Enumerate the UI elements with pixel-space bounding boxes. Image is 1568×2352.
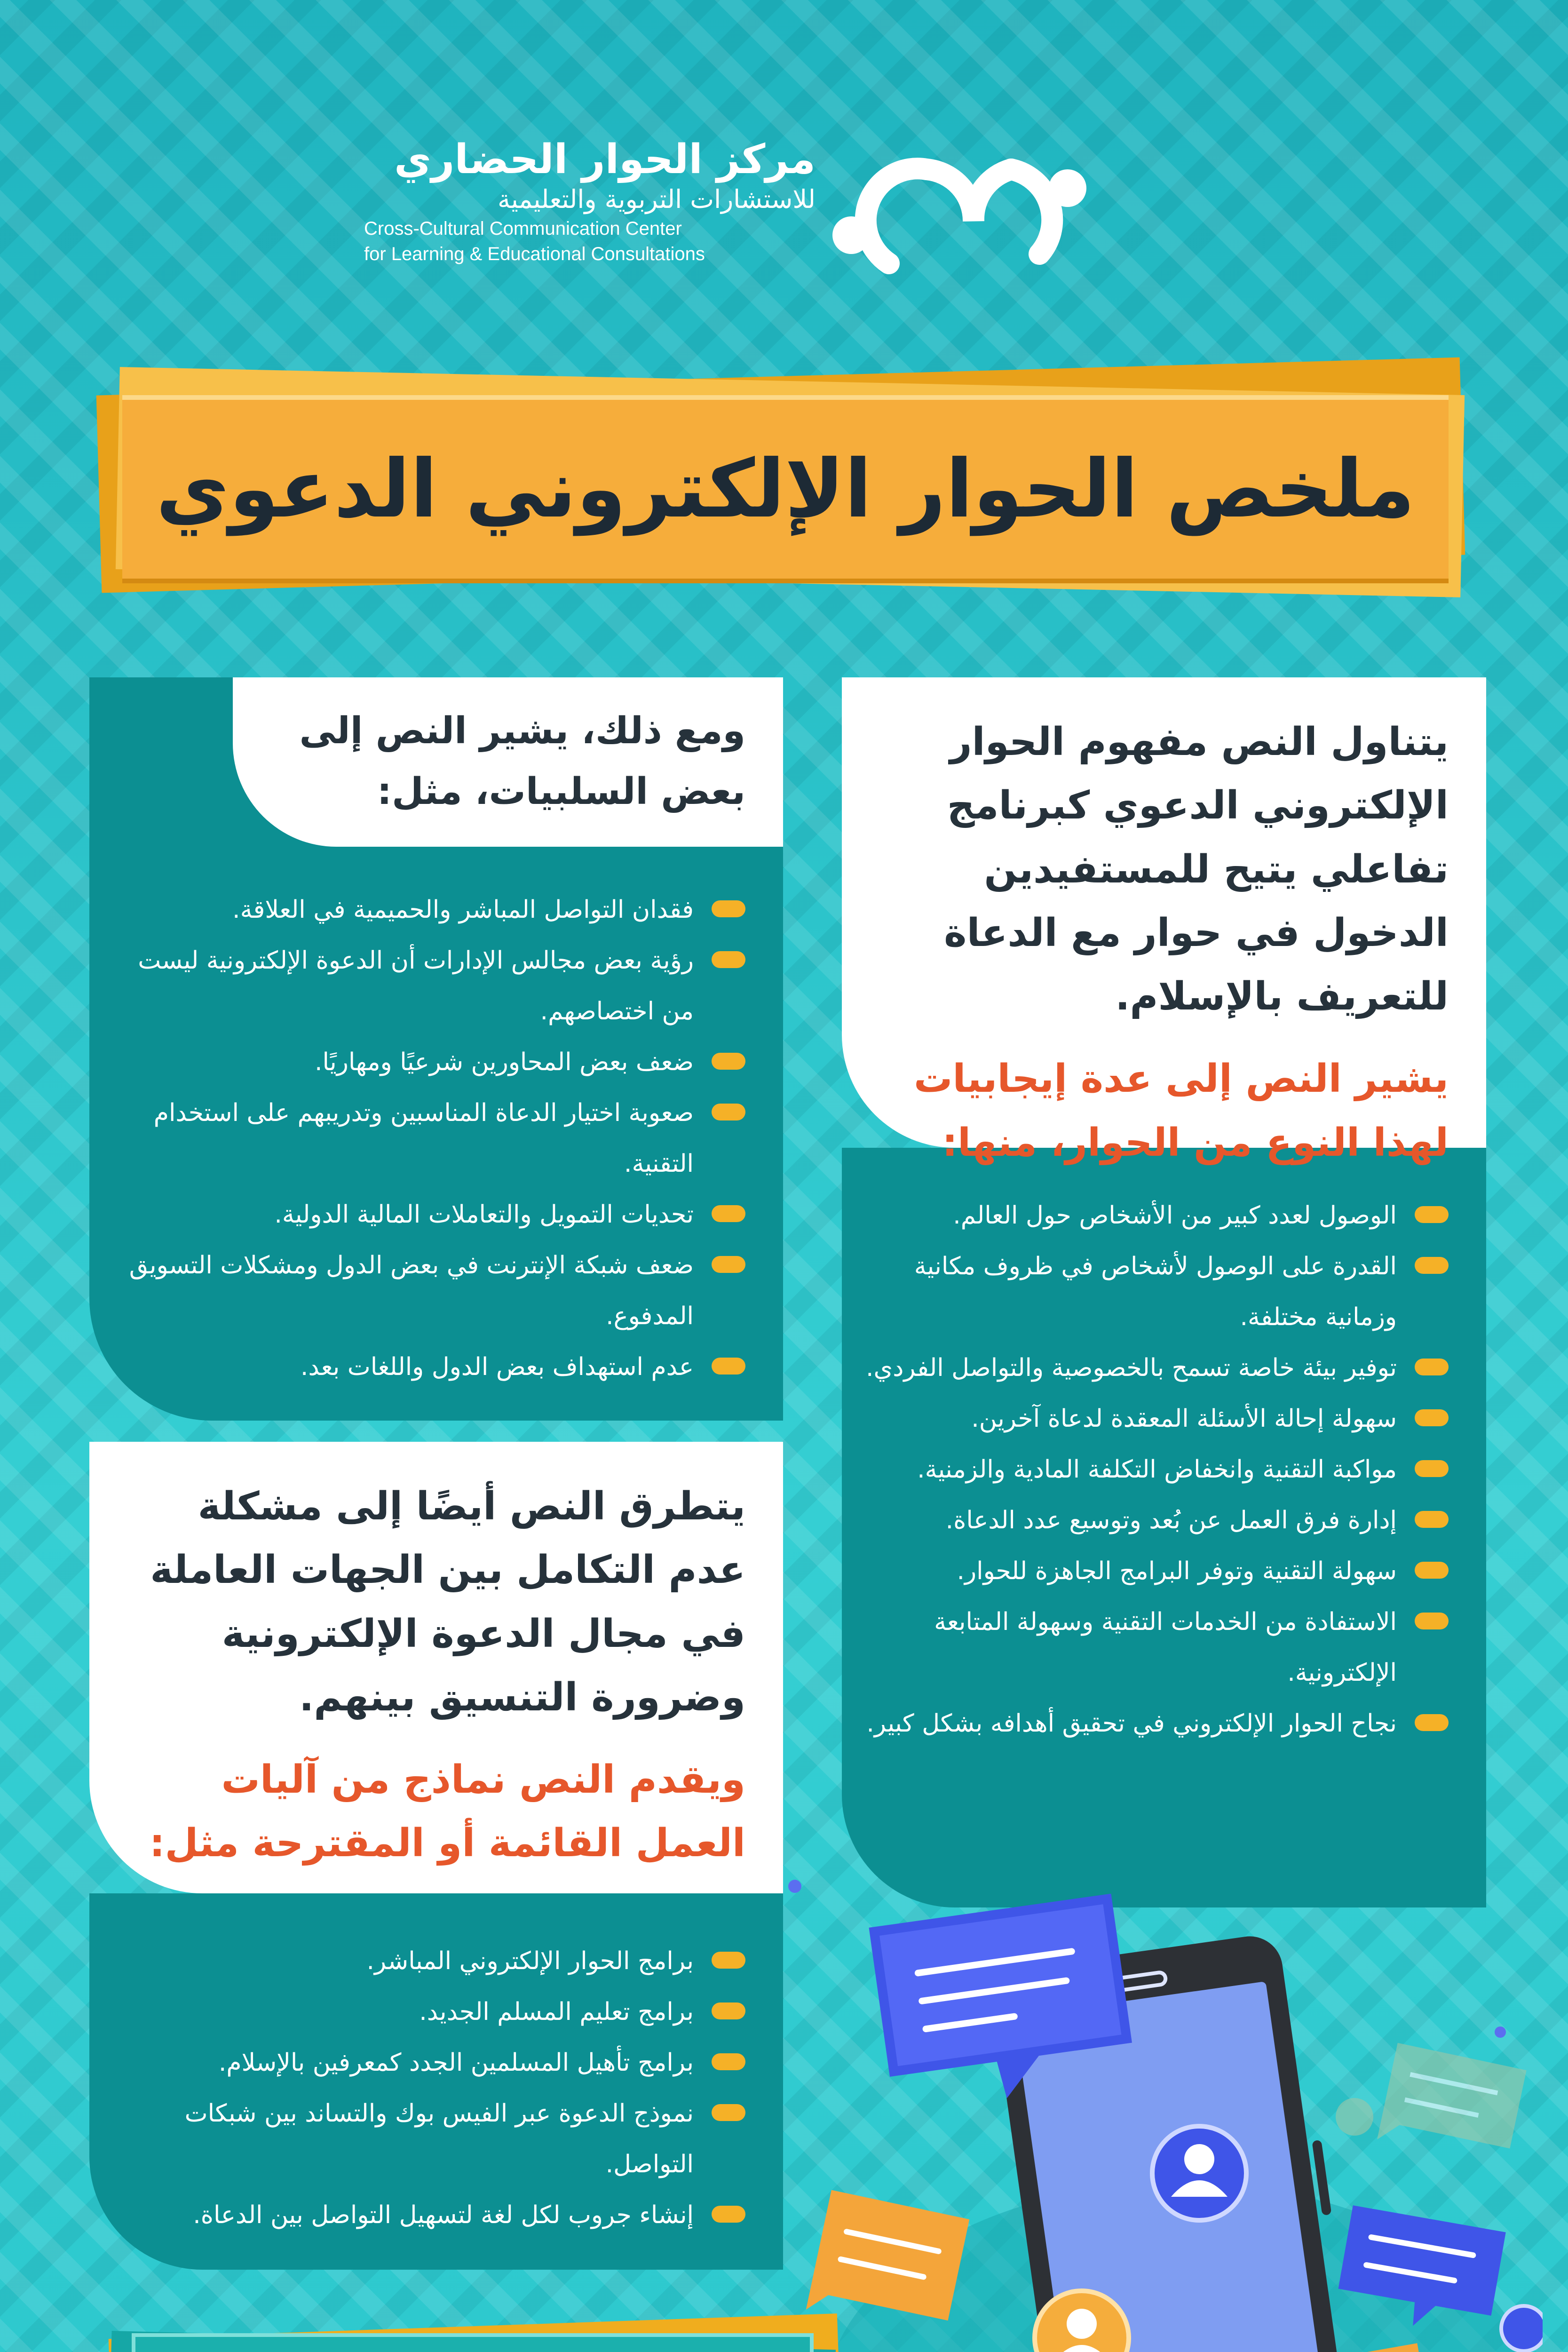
positives-intro-panel (842, 677, 1486, 1165)
smartphone-chat-bubbles-illustration (767, 1853, 1543, 2352)
list-item: القدرة على الوصول لأشخاص في ظروف مكانية وزمانية مختلفة. (856, 1241, 1449, 1343)
list-item: مواكبة التقنية وانخفاض التكلفة المادية والزمنية. (856, 1444, 1449, 1495)
list-item: تحديات التمويل والتعاملات المالية الدولية. (118, 1189, 745, 1240)
positives-intro: يتناول النص مفهوم الحوار الإلكتروني الدعوي كبرنامج تفاعلي يتيح للمستفيدين الدخول في حوار مع الدعاة للتعريف بالإسلام. (944, 720, 1449, 1019)
list-item: برامج تأهيل المسلمين الجدد كمعرفين بالإسلام. (118, 2037, 745, 2088)
list-item: إنشاء جروب لكل لغة لتسهيل التواصل بين الدعاة. (118, 2190, 745, 2241)
list-item: رؤية بعض مجالس الإدارات أن الدعوة الإلكترونية ليست من اختصاصهم. (118, 935, 745, 1037)
list-item: إدارة فرق العمل عن بُعد وتوسيع عدد الدعاة. (856, 1495, 1449, 1546)
list-item: الوصول لعدد كبير من الأشخاص حول العالم. (856, 1190, 1449, 1241)
logo-title-ar: مركز الحوار الحضاري (394, 136, 816, 183)
negatives-list (118, 884, 745, 1392)
list-item: نموذج الدعوة عبر الفيس بوك والتساند بين شبكات التواصل. (118, 2088, 745, 2190)
positives-list-panel (842, 1148, 1486, 1907)
list-item: ضعف شبكة الإنترنت في بعض الدول ومشكلات التسويق المدفوع. (118, 1240, 745, 1342)
positives-list (856, 1190, 1449, 1749)
linked-rings-logo-icon (832, 141, 1086, 282)
list-item: صعوبة اختيار الدعاة المناسبين وتدريبهم على استخدام التقنية. (118, 1088, 745, 1189)
integration-intro-panel (89, 1442, 783, 1893)
page-title: ملخص الحوار الإلكتروني الدعوي (156, 443, 1415, 536)
list-item: توفير بيئة خاصة تسمح بالخصوصية والتواصل الفردي. (856, 1343, 1449, 1393)
list-item: عدم استهداف بعض الدول واللغات بعد. (118, 1342, 745, 1392)
logo-text-block (345, 136, 816, 267)
integration-list-panel (89, 1893, 783, 2270)
title-banner (122, 395, 1449, 583)
logo-subtitle-ar: للاستشارات التربوية والتعليمية (497, 184, 816, 214)
list-item: سهولة التقنية وتوفر البرامج الجاهزة للحوار. (856, 1546, 1449, 1597)
list-item: ضعف بعض المحاورين شرعيًا ومهاريًا. (118, 1037, 745, 1088)
positives-subheading: يشير النص إلى عدة إيجابيات لهذا النوع من الحوار، منها: (913, 1057, 1449, 1165)
negatives-heading: ومع ذلك، يشير النص إلى بعض السلبيات، مثل: (299, 710, 745, 813)
integration-list (118, 1936, 745, 2241)
list-item: سهولة إحالة الأسئلة المعقدة لدعاة آخرين. (856, 1393, 1449, 1444)
logo-english-line-1: Cross-Cultural Communication Center (364, 218, 682, 239)
logo-english-line-2: for Learning & Educational Consultations (364, 244, 705, 265)
list-item: الاستفادة من الخدمات التقنية وسهولة المتابعة الإلكترونية. (856, 1597, 1449, 1698)
list-item: برامج الحوار الإلكتروني المباشر. (118, 1936, 745, 1986)
list-item: فقدان التواصل المباشر والحميمية في العلاقة. (118, 884, 745, 935)
closing-box (132, 2333, 814, 2352)
negatives-heading-panel (233, 677, 783, 847)
list-item: برامج تعليم المسلم الجديد. (118, 1986, 745, 2037)
integration-subheading: ويقدم النص نماذج من آليات العمل القائمة أو المقترحة مثل: (149, 1757, 745, 1866)
list-item: نجاح الحوار الإلكتروني في تحقيق أهدافه بشكل كبير. (856, 1698, 1449, 1749)
integration-intro: يتطرق النص أيضًا إلى مشكلة عدم التكامل بين الجهات العاملة في مجال الدعوة الإلكترونية وضرورة التنسيق بينهم. (150, 1484, 745, 1720)
